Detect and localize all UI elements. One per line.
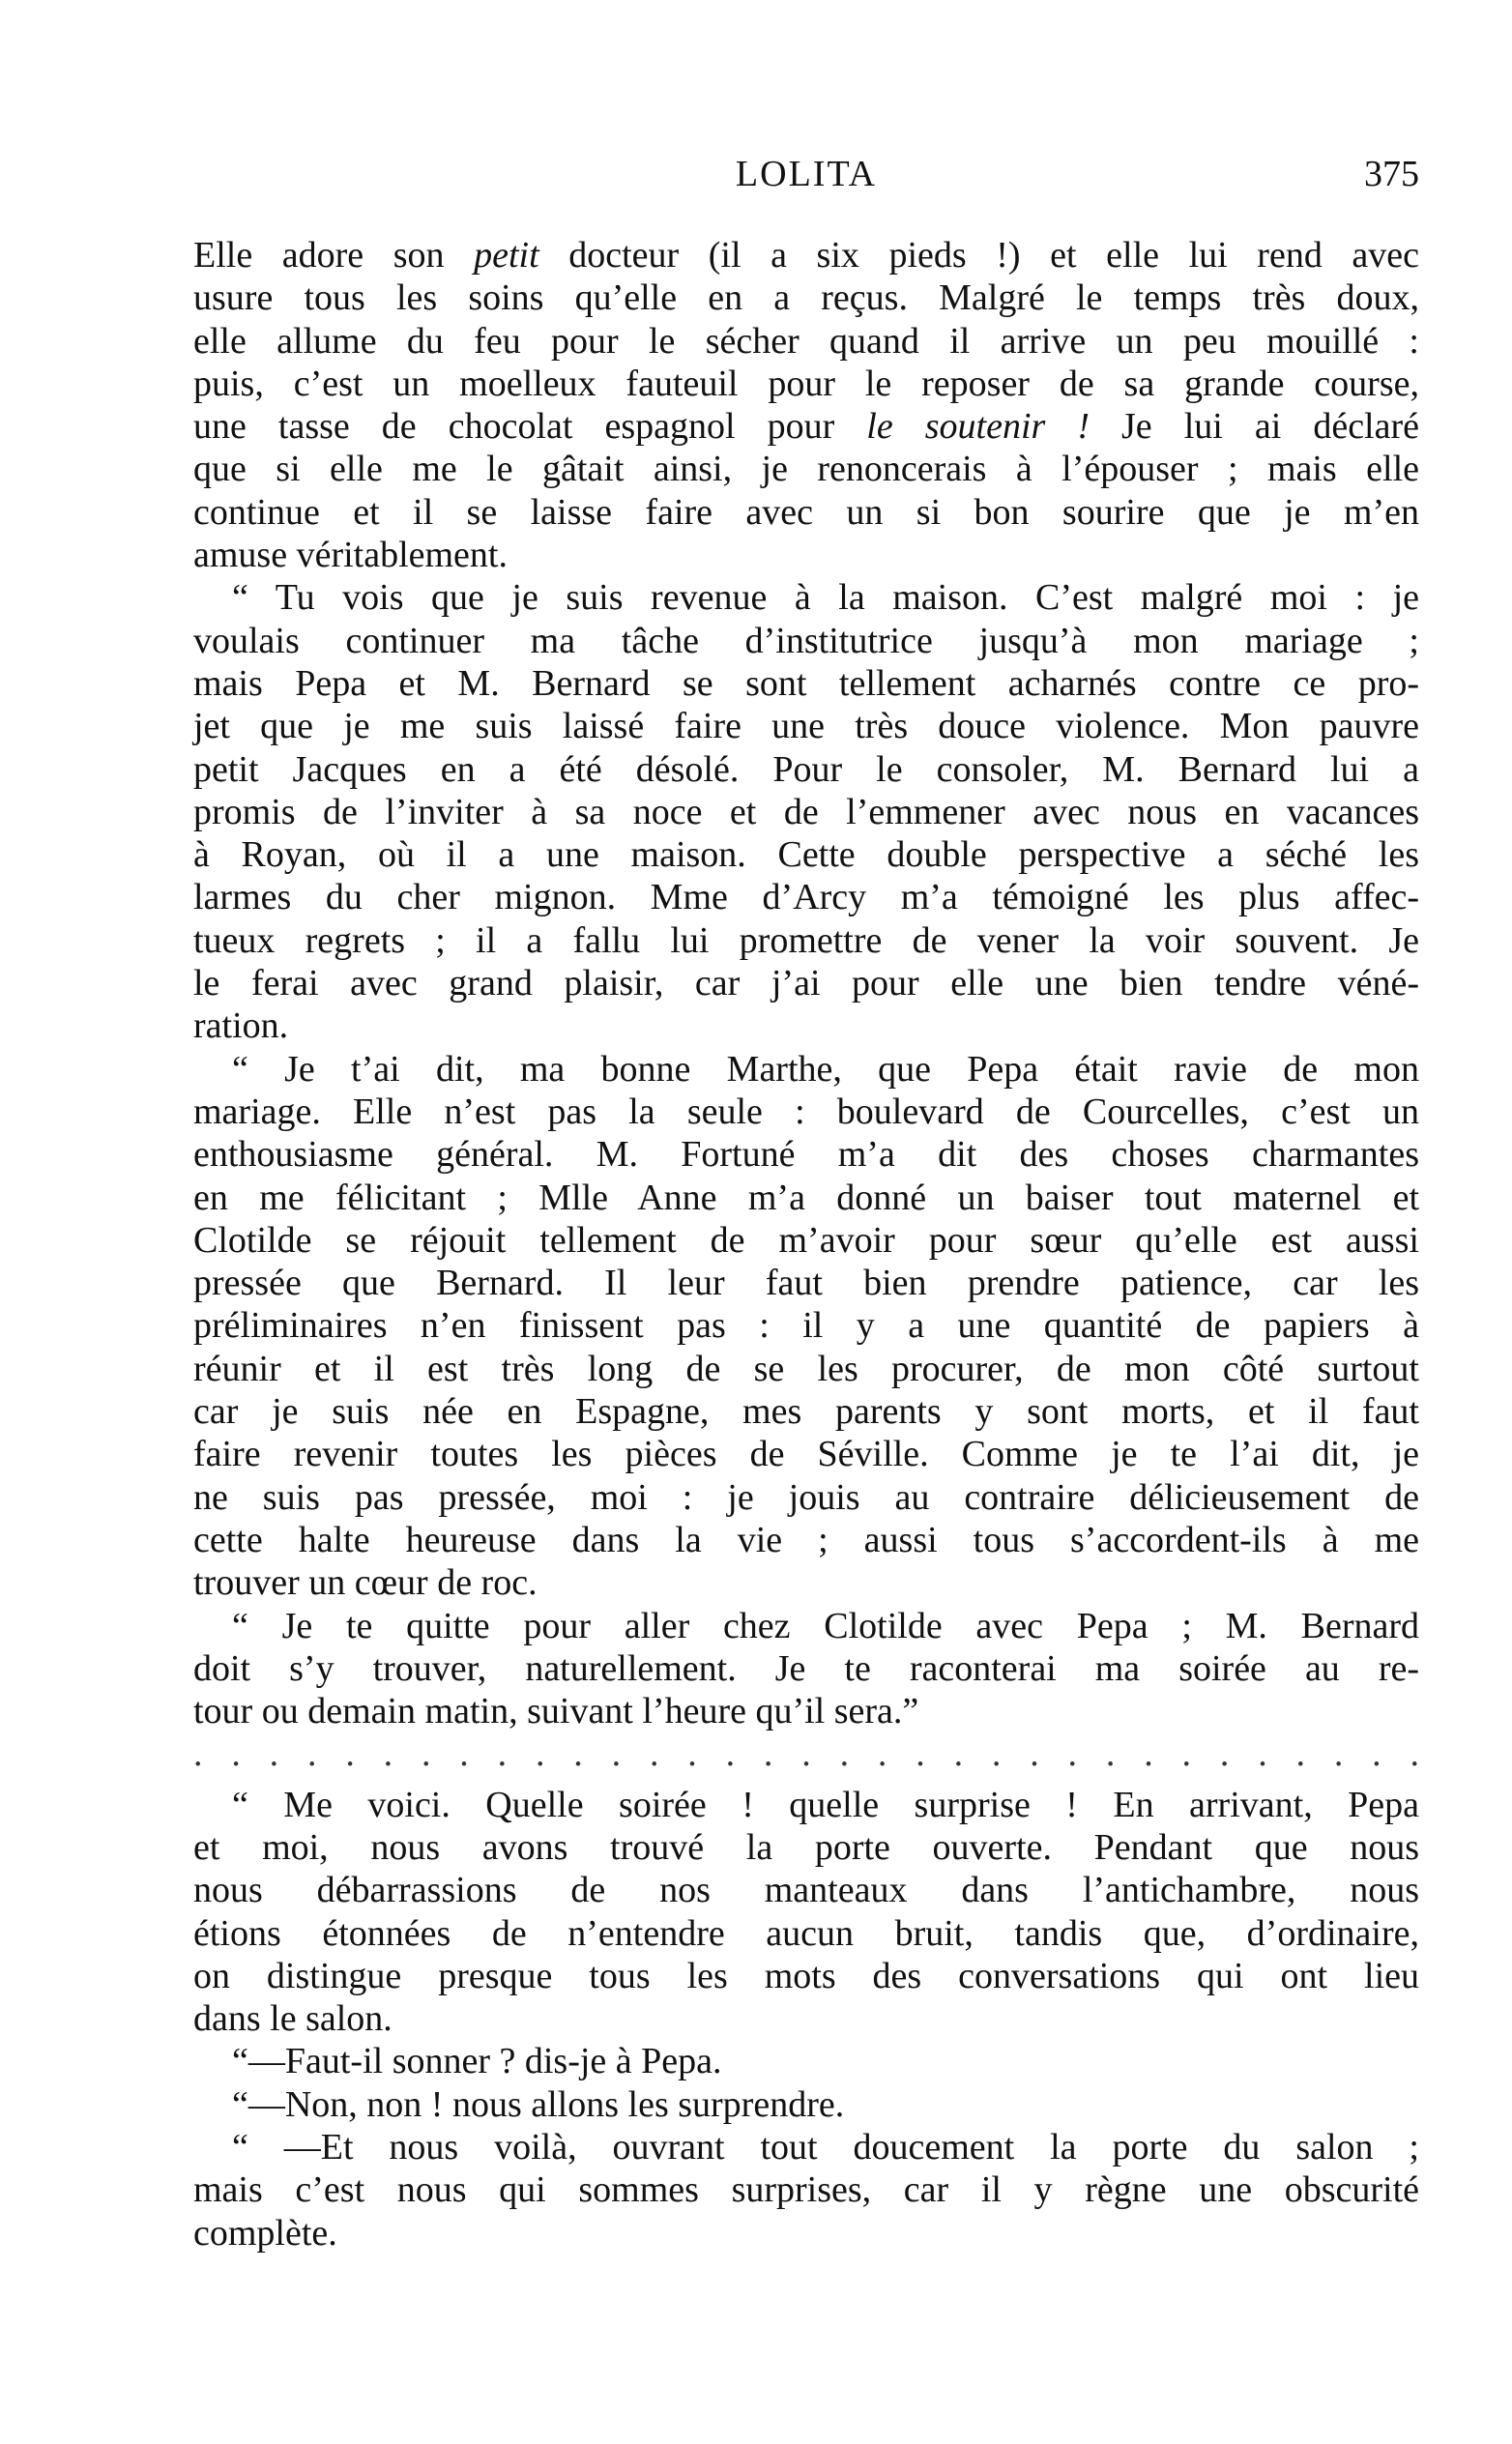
text-line: [193, 2040, 1419, 2082]
text-run: tour ou demain matin, suivant l’heure qu’il sera.”: [193, 1691, 919, 1732]
text-run: docteur (il a six pieds !) et elle lui rend avec: [538, 235, 1419, 276]
text-run: que si elle me le gâtait ainsi, je renoncerais à l’épouser ; mais elle: [193, 449, 1419, 490]
text-run: étions étonnées de n’entendre aucun bruit, tandis que, d’ordinaire,: [193, 1912, 1419, 1954]
text-line: [193, 363, 1419, 405]
text-line: [193, 1997, 1419, 2040]
text-line: [193, 705, 1419, 747]
text-line: [193, 1133, 1419, 1176]
text-line: [193, 962, 1419, 1004]
text-run: puis, c’est un moelleux fauteuil pour le reposer de sa grande course,: [193, 363, 1419, 404]
text-run: faire revenir toutes les pièces de Séville. Comme je te l’ai dit, je: [193, 1434, 1419, 1475]
text-run: “—Non, non ! nous allons les surprendre.: [232, 2083, 845, 2125]
text-line: [193, 1476, 1419, 1519]
italic-text-run: le soutenir !: [866, 406, 1090, 448]
text-run: Je lui ai déclaré: [1089, 406, 1420, 448]
text-line: [193, 1219, 1419, 1262]
text-line: [193, 620, 1419, 662]
text-run: larmes du cher mignon. Mme d’Arcy m’a témoigné les plus affec-: [193, 877, 1419, 918]
text-line: [193, 1826, 1419, 1869]
text-run: “ Je t’ai dit, ma bonne Marthe, que Pepa était ravie de mon: [232, 1048, 1419, 1090]
text-run: dans le salon.: [193, 1998, 393, 2040]
text-run: à Royan, où il a une maison. Cette double perspective a séché les: [193, 834, 1419, 876]
text-line: [193, 1912, 1419, 1955]
text-run: promis de l’inviter à sa noce et de l’emmener avec nous en vacances: [193, 791, 1419, 832]
text-line: [193, 1091, 1419, 1133]
text-line: [193, 1433, 1419, 1475]
text-line: [193, 448, 1419, 490]
body-text: [193, 234, 1419, 2255]
text-run: complète.: [193, 2212, 337, 2254]
text-line: [193, 876, 1419, 918]
text-line: [193, 1177, 1419, 1219]
text-line: [193, 1519, 1419, 1561]
running-head: [193, 147, 1419, 205]
text-run: continue et il se laisse faire avec un si bon sourire que je m’en: [193, 491, 1419, 533]
spacer: [193, 1776, 1419, 1784]
text-run: tueux regrets ; il a fallu lui promettre de vener la voir souvent. Je: [193, 919, 1419, 961]
text-run: enthousiasme général. M. Fortuné m’a dit des choses charmantes: [193, 1134, 1419, 1176]
text-run: amuse véritablement.: [193, 535, 508, 576]
text-line: [193, 1262, 1419, 1304]
text-line: [193, 791, 1419, 833]
text-line: [193, 919, 1419, 962]
text-run: on distingue presque tous les mots des conversations qui ont lieu: [193, 1955, 1419, 1996]
text-run: petit Jacques en a été désolé. Pour le consoler, M. Bernard lui a: [193, 748, 1419, 790]
text-line: [193, 748, 1419, 791]
text-run: une tasse de chocolat espagnol pour: [193, 406, 867, 448]
page-number: 375: [1364, 154, 1419, 194]
text-run: “ —Et nous voilà, ouvrant tout doucement la porte du salon ;: [232, 2127, 1419, 2168]
text-line: [193, 833, 1419, 876]
text-line: [193, 576, 1419, 619]
text-line: [193, 2083, 1419, 2126]
text-line: [193, 1048, 1419, 1091]
text-line: [193, 405, 1419, 448]
text-run: jet que je me suis laissé faire une très douce violence. Mon pauvre: [193, 706, 1419, 747]
text-line: [193, 1869, 1419, 1911]
text-line: [193, 1390, 1419, 1433]
text-run: mais Pepa et M. Bernard se sont tellement acharnés contre ce pro-: [193, 662, 1419, 704]
text-line: [193, 1647, 1419, 1690]
text-line: [193, 320, 1419, 363]
text-run: en me félicitant ; Mlle Anne m’a donné un baiser tout maternel et: [193, 1177, 1419, 1218]
text-line: [193, 1561, 1419, 1604]
text-run: “—Faut-il sonner ? dis-je à Pepa.: [232, 2041, 722, 2082]
text-run: elle allume du feu pour le sécher quand il arrive un peu mouillé :: [193, 320, 1419, 362]
italic-text-run: petit: [474, 235, 539, 276]
text-line: [193, 491, 1419, 534]
section-break-dots: [193, 1732, 1419, 1775]
text-line: [193, 1348, 1419, 1390]
text-run: et moi, nous avons trouvé la porte ouverte. Pendant que nous: [193, 1826, 1419, 1868]
text-run: mariage. Elle n’est pas la seule : boulevard de Courcelles, c’est un: [193, 1091, 1419, 1132]
text-run: Clotilde se réjouit tellement de m’avoir pour sœur qu’elle est aussi: [193, 1219, 1419, 1261]
text-line: [193, 234, 1419, 276]
text-line: [193, 1784, 1419, 1826]
text-run: “ Tu vois que je suis revenue à la maison. C’est malgré moi : je: [232, 577, 1419, 619]
text-run: réunir et il est très long de se les procurer, de mon côté surtout: [193, 1348, 1419, 1389]
text-run: voulais continuer ma tâche d’institutrice jusqu’à mon mariage ;: [193, 620, 1419, 661]
text-run: le ferai avec grand plaisir, car j’ai pour elle une bien tendre véné-: [193, 963, 1419, 1004]
text-line: [193, 276, 1419, 319]
text-run: cette halte heureuse dans la vie ; aussi tous s’accordent-ils à me: [193, 1519, 1419, 1560]
text-run: mais c’est nous qui sommes surprises, car il y règne une obscurité: [193, 2169, 1419, 2211]
text-run: Elle adore son: [193, 235, 475, 276]
text-line: [193, 1004, 1419, 1047]
text-run: ration.: [193, 1005, 289, 1047]
text-run: . . . . . . . . . . . . . . . . . . . . . . . . . . . . . . . . .: [193, 1733, 1419, 1775]
text-run: ne suis pas pressée, moi : je jouis au contraire délicieusement de: [193, 1476, 1419, 1518]
text-run: nous débarrassions de nos manteaux dans l’antichambre, nous: [193, 1870, 1419, 1911]
text-run: car je suis née en Espagne, mes parents y sont morts, et il faut: [193, 1391, 1419, 1433]
text-run: usure tous les soins qu’elle en a reçus. Malgré le temps très doux,: [193, 277, 1419, 319]
text-line: [193, 1304, 1419, 1347]
text-line: [193, 1605, 1419, 1647]
text-line: [193, 2126, 1419, 2168]
text-line: [193, 662, 1419, 705]
text-line: [193, 1955, 1419, 1997]
text-run: doit s’y trouver, naturellement. Je te raconterai ma soirée au re-: [193, 1647, 1419, 1689]
text-run: “ Me voici. Quelle soirée ! quelle surprise ! En arrivant, Pepa: [232, 1784, 1419, 1825]
text-line: [193, 2212, 1419, 2255]
running-title: LOLITA: [735, 154, 878, 194]
text-line: [193, 2168, 1419, 2211]
text-line: [193, 534, 1419, 576]
text-line: [193, 1690, 1419, 1732]
text-run: préliminaires n’en finissent pas : il y a une quantité de papiers à: [193, 1305, 1419, 1347]
text-run: trouver un cœur de roc.: [193, 1562, 538, 1604]
text-run: pressée que Bernard. Il leur faut bien prendre patience, car les: [193, 1263, 1419, 1304]
text-run: “ Je te quitte pour aller chez Clotilde avec Pepa ; M. Bernard: [232, 1605, 1419, 1646]
